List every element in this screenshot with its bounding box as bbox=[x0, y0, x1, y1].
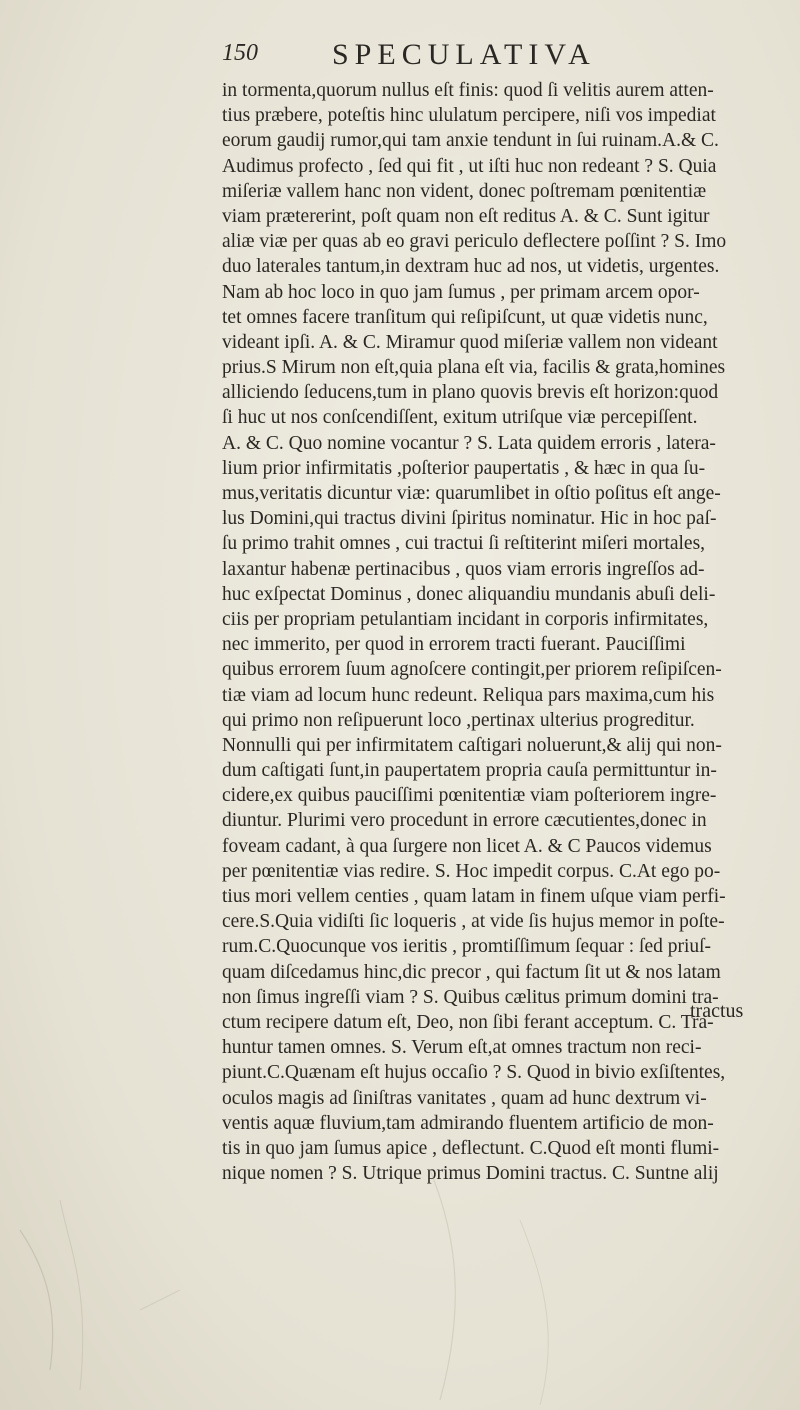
text-line: lus Domini,qui tractus divini ſpiritus nominatur. Hic in hoc paſ- bbox=[222, 508, 717, 530]
text-line: tius præbere, poteſtis hinc ululatum percipere, niſi vos impediat bbox=[222, 105, 716, 127]
text-line: videant ipſi. A. & C. Miramur quod miſeriæ vallem non videant bbox=[222, 331, 718, 353]
text-line: ventis aquæ fluvium,tam admirando fluentem artificio de mon- bbox=[222, 1112, 714, 1134]
text-line: Audimus profecto , ſed qui fit , ut iſti huc non redeant ? S. Quia bbox=[222, 155, 717, 177]
catchword: tractus bbox=[690, 1000, 744, 1022]
text-line: ciis per propriam petulantiam incidant in corporis infirmitates, bbox=[222, 608, 709, 630]
text-line: quibus errorem ſuum agnoſcere contingit,per priorem reſipiſcen- bbox=[222, 659, 722, 681]
text-line: per pœnitentiæ vias redire. S. Hoc impedit corpus. C.At ego po- bbox=[222, 860, 721, 882]
text-line: duo laterales tantum,in dextram huc ad nos, ut videtis, urgentes. bbox=[222, 256, 720, 278]
text-line: oculos magis ad ſiniſtras vanitates , quam ad hunc dextrum vi- bbox=[222, 1087, 707, 1109]
text-line: diuntur. Plurimi vero procedunt in errore cæcutientes,donec in bbox=[222, 810, 707, 832]
text-line: nique nomen ? S. Utrique primus Domini tractus. C. Suntne alij bbox=[222, 1163, 719, 1185]
text-line: laxantur habenæ pertinacibus , quos viam erroris ingreſſos ad- bbox=[222, 558, 705, 580]
text-line: lium prior infirmitatis ,poſterior paupertatis , & hæc in qua ſu- bbox=[222, 457, 706, 479]
text-line: eorum gaudij rumor,qui tam anxie tendunt in ſui ruinam.A.& C. bbox=[222, 130, 719, 152]
text-line: dum caſtigati ſunt,in paupertatem propria cauſa permittuntur in- bbox=[222, 760, 717, 782]
text-line: piunt.C.Quænam eſt hujus occaſio ? S. Quod in bivio exſiſtentes, bbox=[222, 1062, 726, 1084]
text-line: tis in quo jam ſumus apice , deflectunt. C.Quod eſt monti flumi- bbox=[222, 1137, 720, 1159]
text-line: in tormenta,quorum nullus eſt finis: quod ſi velitis aurem atten- bbox=[222, 80, 714, 101]
text-line: tius mori vellem centies , quam latam in finem uſque viam perfi- bbox=[222, 886, 726, 907]
text-line: ſi huc ut nos conſcendiſſent, exitum utriſque viæ percepiſſent. bbox=[222, 407, 698, 429]
text-line: tet omnes facere tranſitum qui reſipiſcunt, ut quæ videtis nunc, bbox=[222, 306, 708, 328]
text-line: non ſimus ingreſſi viam ? S. Quibus cælitus primum domini tra- bbox=[222, 986, 719, 1008]
text-line: mus,veritatis dicuntur viæ: quarumlibet in oſtio poſitus eſt ange- bbox=[222, 483, 721, 504]
text-line: alliciendo ſeducens,tum in plano quovis brevis eſt horizon:quod bbox=[222, 382, 719, 404]
page-number: 150 bbox=[222, 40, 258, 66]
text-line: viam prætererint, poſt quam non eſt reditus A. & C. Sunt igitur bbox=[222, 205, 710, 227]
text-line: Nonnulli qui per infirmitatem caſtigari noluerunt,& alij qui non- bbox=[222, 734, 722, 756]
running-head: SPECULATIVA bbox=[332, 38, 596, 71]
text-line: A. & C. Quo nomine vocantur ? S. Lata quidem erroris , latera- bbox=[222, 432, 716, 454]
text-line: quam diſcedamus hinc,dic precor , qui factum ſit ut & nos latam bbox=[222, 961, 721, 983]
text-line: qui primo non reſipuerunt loco ,pertinax ulterius progreditur. bbox=[222, 709, 695, 731]
text-line: prius.S Mirum non eſt,quia plana eſt via, facilis & grata,homines bbox=[222, 357, 726, 379]
text-line: Nam ab hoc loco in quo jam ſumus , per primam arcem opor- bbox=[222, 281, 700, 303]
text-line: tiæ viam ad locum hunc redeunt. Reliqua pars maxima,cum his bbox=[222, 684, 715, 706]
text-line: huc exſpectat Dominus , donec aliquandiu mundanis abuſi deli- bbox=[222, 583, 716, 605]
text-line: foveam cadant, à qua ſurgere non licet A. & C Paucos videmus bbox=[222, 835, 712, 857]
text-line: ctum recipere datum eſt, Deo, non ſibi ferant acceptum. C. Tra- bbox=[222, 1011, 714, 1033]
text-line: cere.S.Quia vidiſti ſic loqueris , at vide ſis hujus memor in poſte- bbox=[222, 911, 725, 933]
text-line: aliæ viæ per quas ab eo gravi periculo deflectere poſſint ? S. Imo bbox=[222, 231, 727, 253]
text-line: cidere,ex quibus pauciſſimi pœnitentiæ viam poſteriorem ingre- bbox=[222, 785, 717, 807]
text-line: miſeriæ vallem hanc non vident, donec poſtremam pœnitentiæ bbox=[222, 180, 707, 202]
text-line: ſu primo trahit omnes , cui tractui ſi reſtiterint miſeri mortales, bbox=[222, 533, 706, 555]
text-line: nec immerito, per quod in errorem tracti fuerant. Pauciſſimi bbox=[222, 634, 686, 656]
text-line: huntur tamen omnes. S. Verum eſt,at omnes tractum non reci- bbox=[222, 1037, 702, 1059]
text-line: rum.C.Quocunque vos ieritis , promtiſſimum ſequar : ſed priuſ- bbox=[222, 936, 712, 958]
page-header bbox=[222, 38, 782, 78]
